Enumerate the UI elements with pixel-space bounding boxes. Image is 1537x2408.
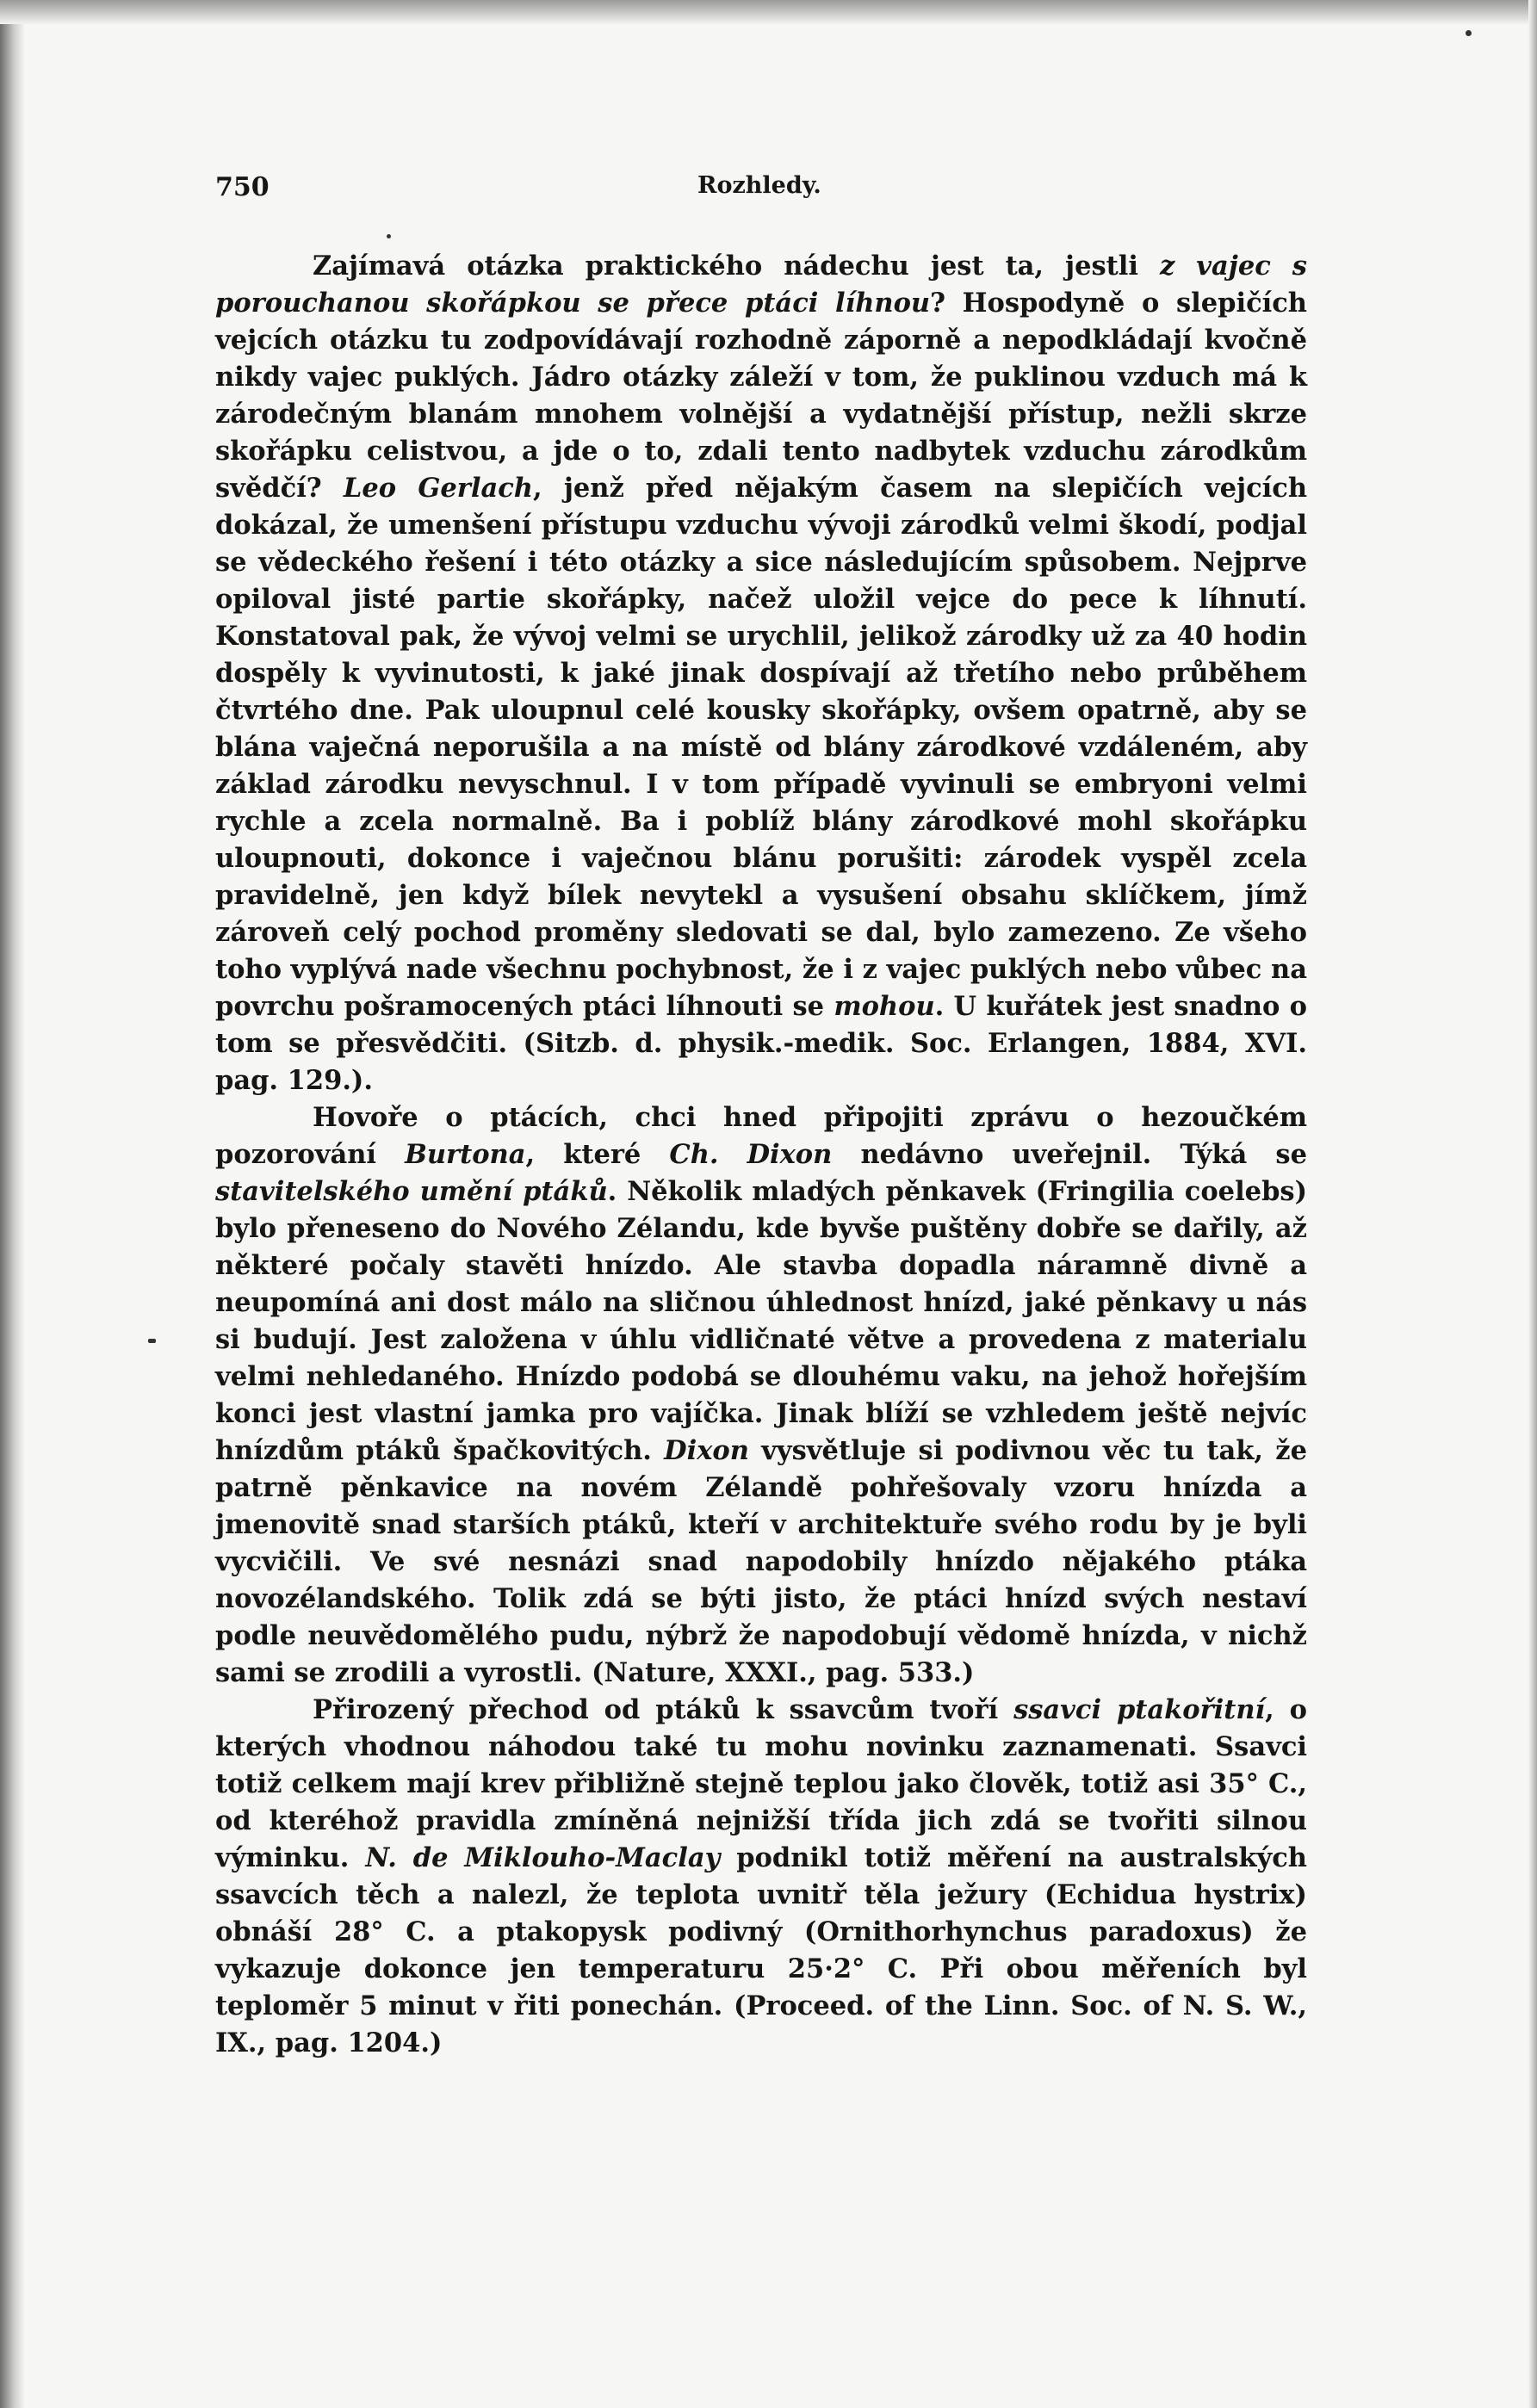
italic-text-segment: Dixon: [664, 1435, 749, 1466]
text-segment: , jenž před nějakým časem na slepičích vejcích dokázal, že umenšení přístupu vzduchu vývoji zárodků velmi škodí, podjal se vědeckého řešení i této otázky a sice následujícím spůsobem. Nejprve opiloval jisté partie skořápky, načež uložil vejce do pece k líhnutí. Konstatoval pak, že vývoj velmi se urychlil, jelikož zárodky už za 40 hodin dospěly k vyvinutosti, k jaké jinak dospívají až třetího nebo průběhem čtvrtého dne. Pak uloupnul celé kousky skořápky, ovšem opatrně, aby se blána vaječná neporušila a na místě od blány zárodkové vzdáleném, aby základ zárodku nevyschnul. I v tom případě vyvinuli se embryoni velmi rychle a zcela normalně. Ba i poblíž blány zárodkové mohl skořápku uloupnouti, dokonce i vaječnou blánu porušiti: zárodek vyspěl zcela pravidelně, jen když bílek nevytekl a vysušení obsahu sklíčkem, jímž zároveň celý pochod proměny sledovati se dal, bylo zamezeno. Ze všeho toho vyplývá nade všechnu pochybnost, že i z vajec puklých nebo vůbec na povrchu pošramocených ptáci líhnouti se: [215, 473, 1307, 1022]
text-segment: . U kuřátek jest snadno o tom se přesvědčiti. (Sitzb. d. physik.-medik. Soc. Erlangen, 1884, XVI. pag. 129.).: [215, 991, 1307, 1096]
top-edge-shadow: [0, 0, 1537, 24]
section-title: Rozhledy.: [697, 172, 821, 199]
text-segment: , které: [525, 1139, 670, 1170]
page-body: [215, 172, 1307, 2062]
text-segment: vysvětluje si podivnou věc tu tak, že patrně pěnkavice na novém Zélandě pohřešovaly vzoru hnízda a jmenovitě snad starších ptáků, kteří v architektuře svého rodu by je byli vycvičili. Ve své nesnázi snad napodobily hnízdo nějakého ptáka novozélandského. Tolik zdá se býti jisto, že ptáci hnízd svých nestaví podle neuvědomělého pudu, nýbrž že napodobují vědomě hnízda, v nichž sami se zrodili a vyrostli. (Nature, XXXI., pag. 533.): [215, 1435, 1307, 1688]
text-segment: Přirozený přechod od ptáků k ssavcům tvoří: [313, 1694, 1014, 1725]
italic-text-segment: Ch. Dixon: [669, 1139, 833, 1170]
italic-text-segment: z vajec s porouchanou skořápkou se přece ptáci líhnou: [215, 251, 1307, 319]
paragraph-monotremes: [215, 1692, 1307, 2062]
running-head: [215, 172, 1307, 210]
page-number: 750: [215, 172, 270, 202]
italic-text-segment: Burtona: [405, 1139, 526, 1170]
text-segment: Hovoře o ptácích, chci hned připojiti zprávu o hezoučkém pozorování: [215, 1102, 1307, 1170]
text-segment: . Několik mladých pěnkavek (Fringilia coelebs) bylo přeneseno do Nového Zélandu, kde byvše puštěny dobře se dařily, až některé počaly stavěti hnízdo. Ale stavba dopadla náramně divně a neupomíná ani dost málo na sličnou úhlednost hnízd, jaké pěnkavy u nás si budují. Jest založena v úhlu vidličnaté větve a provedena z materialu velmi nehledaného. Hnízdo podobá se dlouhému vaku, na jehož hořejším konci jest vlastní jamka pro vajíčka. Jinak blíží se vzhledem ještě nejvíc hnízdům ptáků špačkovitých.: [215, 1176, 1307, 1466]
text-segment: ? Hospodyně o slepičích vejcích otázku tu zodpovídávají rozhodně záporně a nepodkládají kvočně nikdy vajec puklých. Jádro otázky záleží v tom, že puklinou vzduch má k zárodečným blanám mnohem volnější a vydatnější přístup, nežli skrze skořápku celistvou, a jde o to, zdali tento nadbytek vzduchu zárodkům svědčí?: [215, 288, 1307, 504]
paragraph-nests: [215, 1099, 1307, 1692]
italic-text-segment: stavitelského umění ptáků: [215, 1176, 608, 1207]
italic-text-segment: N. de Miklouho-Maclay: [365, 1842, 721, 1873]
scan-speck: [1466, 30, 1472, 36]
right-edge-shadow: [1528, 0, 1537, 2408]
text-segment: podnikl totiž měření na australských ssavcích těch a nalezl, že teplota uvnitř těla ježury (Echidua hystrix) obnáší 28° C. a ptakopysk podivný (Ornithorhynchus paradoxus) že vykazuje dokonce jen temperaturu 25·2° C. Při obou měřeních byl teploměr 5 minut v řiti ponechán. (Proceed. of the Linn. Soc. of N. S. W., IX., pag. 1204.): [215, 1842, 1307, 2058]
margin-mark: [148, 1339, 156, 1343]
text-segment: , o kterých vhodnou náhodou také tu mohu novinku zaznamenati. Ssavci totiž celkem mají krev přibližně stejně teplou jako člověk, totiž asi 35° C., od kteréhož pravidla zmíněná nejnižší třída jich zdá se tvořiti silnou výminku.: [215, 1694, 1307, 1873]
italic-text-segment: Leo Gerlach: [343, 473, 533, 504]
italic-text-segment: mohou: [834, 991, 935, 1022]
italic-text-segment: ssavci ptakořitní: [1013, 1694, 1266, 1725]
text-segment: nedávno uveřejnil. Týká se: [832, 1139, 1307, 1170]
text-segment: Zajímavá otázka praktického nádechu jest ta, jestli: [313, 251, 1160, 282]
paragraph-eggs: [215, 248, 1307, 1099]
binding-edge-shadow: [0, 0, 24, 2408]
